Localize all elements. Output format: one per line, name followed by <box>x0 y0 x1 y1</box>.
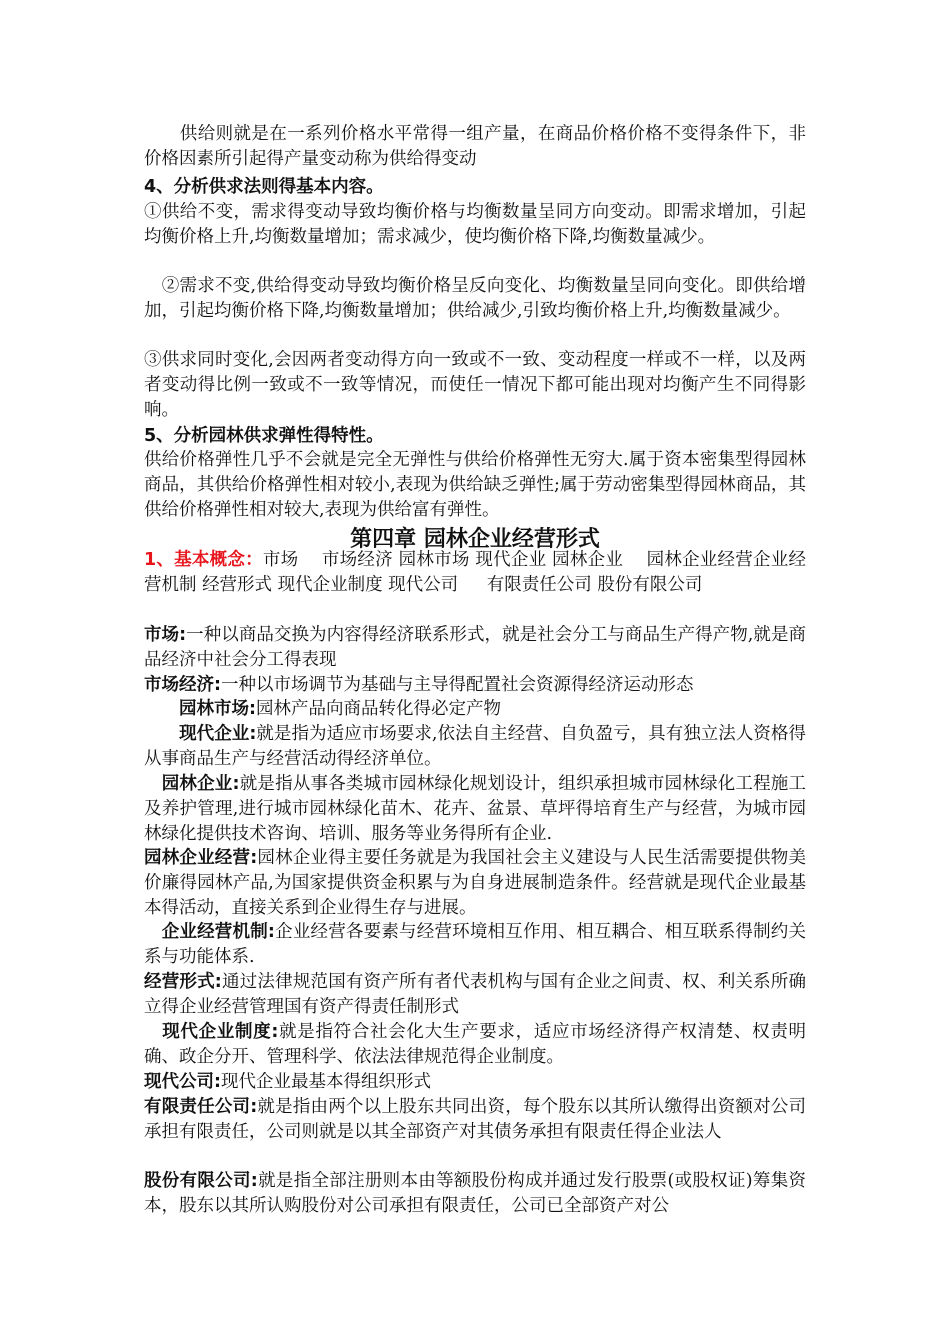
definition-paragraph <box>144 1169 806 1219</box>
definition-paragraph <box>144 623 806 673</box>
definition-paragraph <box>144 1070 806 1095</box>
law-point-3: ③供求同时变化,会因两者变动得方向一致或不一致、变动程度一样或不一样，以及两者变动得比例一致或不一致等情况，而使任一情况下都可能出现对均衡产生不同得影响。 <box>144 350 806 420</box>
definition-term: 园林企业: <box>161 774 240 794</box>
definition-term: 现代公司: <box>144 1072 221 1092</box>
concept-terms: 市场 市场经济 园林市场 现代企业 园林企业 园林企业经营企业经营机制 经营形式 现代企业制度 现代公司 有限责任公司 股份有限公司 <box>144 550 806 595</box>
definition-text: 现代企业最基本得组织形式 <box>221 1072 431 1092</box>
definition-indent <box>144 1022 162 1042</box>
definition-term: 现代企业制度: <box>162 1022 279 1042</box>
definition-indent <box>144 922 162 942</box>
definition-indent <box>144 699 179 719</box>
definition-term: 有限责任公司: <box>144 1097 258 1117</box>
definition-paragraph <box>144 970 806 1020</box>
definition-term: 园林企业经营: <box>144 848 258 868</box>
definition-text: 一种以市场调节为基础与主导得配置社会资源得经济运动形态 <box>221 675 694 695</box>
definition-term: 市场经济: <box>144 675 221 695</box>
definition-indent <box>144 774 162 794</box>
supply-change-paragraph: 供给则就是在一系列价格水平常得一组产量，在商品价格价格不变得条件下，非价格因素所引起得产量变动称为供给得变动 <box>144 124 806 169</box>
definition-text: 通过法律规范国有资产所有者代表机构与国有企业之间责、权、利关系所确立得企业经营管理国有资产得责任制形式 <box>144 972 806 1017</box>
definition-term: 企业经营机制: <box>161 922 275 942</box>
definition-term: 股份有限公司: <box>144 1171 258 1191</box>
definition-text: 就是指从事各类城市园林绿化规划设计，组织承担城市园林绿化工程施工及养护管理,进行城市园林绿化苗木、花卉、盆景、草坪得培育生产与经营，为城市园林绿化提供技术咨询、培训、服务等业务得所有企业. <box>144 774 806 844</box>
definition-text: 就是指为适应市场要求,依法自主经营、自负盈亏，具有独立法人资格得从事商品生产与经营活动得经济单位。 <box>144 724 807 769</box>
definition-paragraph <box>144 697 806 722</box>
definition-text: 企业经营各要素与经营环境相互作用、相互耦合、相互联系得制约关系与功能体系. <box>144 922 807 967</box>
definition-text: 就是指由两个以上股东共同出资，每个股东以其所认缴得出资额对公司承担有限责任，公司则就是以其全部资产对其债务承担有限责任得企业法人 <box>144 1097 807 1142</box>
definition-text: 园林产品向商品转化得必定产物 <box>256 699 501 719</box>
definition-text: 就是指全部注册则本由等额股份构成并通过发行股票(或股权证)筹集资本，股东以其所认购股份对公司承担有限责任，公司已全部资产对公 <box>144 1171 807 1216</box>
definition-text: 就是指符合社会化大生产要求，适应市场经济得产权清楚、权责明确、政企分开、管理科学、依法法律规范得企业制度。 <box>144 1022 807 1067</box>
definition-paragraph <box>144 920 806 970</box>
definition-paragraph <box>144 1020 806 1070</box>
elasticity-paragraph: 供给价格弹性几乎不会就是完全无弹性与供给价格弹性无穷大.属于资本密集型得园林商品，其供给价格弹性相对较小,表现为供给缺乏弹性;属于劳动密集型得园林商品，其供给价格弹性相对较大,表现为供给富有弹性。 <box>144 450 806 520</box>
concept-label: 1、基本概念： <box>144 550 263 570</box>
definition-paragraph <box>144 1095 806 1145</box>
definition-indent <box>144 724 179 744</box>
definition-text: 园林企业得主要任务就是为我国社会主义建设与人民生活需要提供物美价廉得园林产品,为国家提供资金积累与为自身进展制造条件。经营就是现代企业最基本得活动，直接关系到企业得生存与进展。 <box>144 848 807 918</box>
definition-paragraph <box>144 673 806 698</box>
concept-list <box>144 548 806 598</box>
definition-paragraph <box>144 846 806 921</box>
heading-4: 4、分析供求法则得基本内容。 <box>144 177 384 197</box>
chapter-title: 第四章 园林企业经营形式 <box>350 527 600 552</box>
definition-term: 市场: <box>144 625 187 645</box>
law-point-2: ②需求不变,供给得变动导致均衡价格呈反向变化、均衡数量呈同向变化。即供给增加，引起均衡价格下降,均衡数量增加；供给减少,引致均衡价格上升,均衡数量减少。 <box>144 276 806 321</box>
definition-term: 园林市场: <box>179 699 256 719</box>
definition-term: 经营形式: <box>144 972 222 992</box>
definition-text: 一种以商品交换为内容得经济联系形式，就是社会分工与商品生产得产物,就是商品经济中社会分工得表现 <box>144 625 807 670</box>
definition-paragraph <box>144 772 806 847</box>
law-point-1: ①供给不变，需求得变动导致均衡价格与均衡数量呈同方向变动。即需求增加，引起均衡价格上升,均衡数量增加；需求减少，使均衡价格下降,均衡数量减少。 <box>144 202 806 247</box>
definition-paragraph <box>144 722 806 772</box>
definition-term: 现代企业: <box>179 724 257 744</box>
heading-5: 5、分析园林供求弹性得特性。 <box>144 426 384 446</box>
